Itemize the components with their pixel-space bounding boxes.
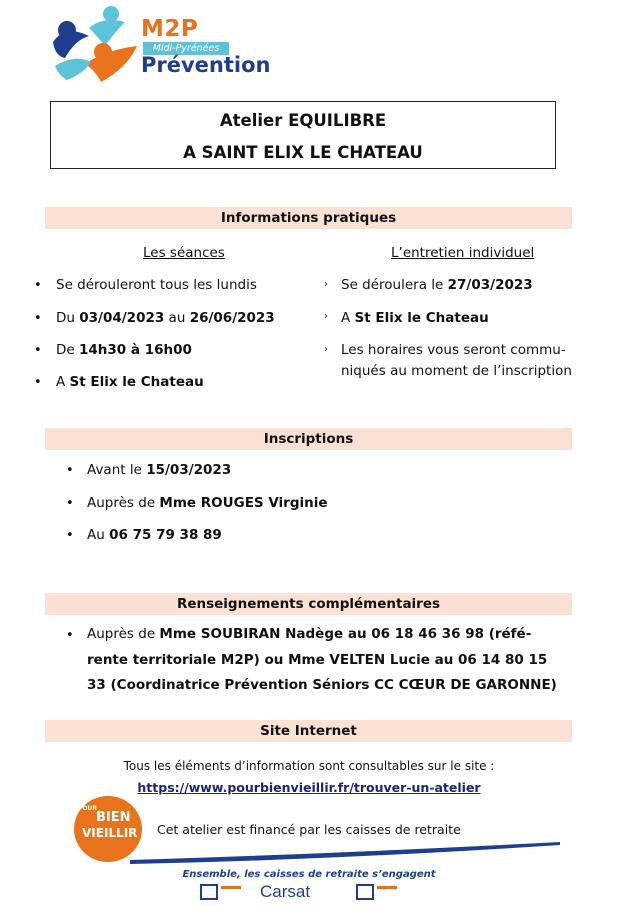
entretien-heading: L’entretien individuel — [391, 245, 535, 261]
logo-tagline: Prévention — [141, 53, 271, 77]
financed-text: Cet atelier est financé par les caisses de retraite — [157, 822, 461, 837]
site-text: Tous les éléments d’information sont consultables sur le site : — [123, 759, 495, 773]
inscription-item-3: Au 06 75 79 38 89 — [87, 527, 222, 543]
inscriptions-heading: Inscriptions — [45, 428, 572, 450]
seance-item-4: A St Elix le Chateau — [56, 374, 204, 390]
info-heading: Informations pratiques — [45, 207, 572, 229]
renseignements-line2: rente territoriale M2P) ou Mme VELTEN Lucie au 06 14 80 15 — [87, 652, 548, 668]
carsat-logo: Carsat — [260, 882, 311, 901]
inscription-item-2: Auprès de Mme ROUGES Virginie — [87, 495, 328, 511]
bullet: › — [324, 311, 328, 322]
title-box — [50, 101, 556, 169]
footer-wave — [70, 812, 570, 872]
renseignements-line3: 33 (Coordinatrice Prévention Séniors CC CŒUR DE GARONNE) — [87, 677, 557, 693]
bullet: • — [34, 343, 42, 358]
bullet: • — [66, 496, 74, 511]
title-line1: Atelier EQUILIBRE — [219, 111, 387, 130]
bullet: • — [34, 375, 42, 390]
caisse-logo-left — [200, 884, 218, 900]
logo-region: Midi-Pyrénées — [143, 42, 229, 55]
inscription-item-1: Avant le 15/03/2023 — [87, 462, 232, 478]
bullet: › — [324, 279, 328, 290]
entretien-item-2: A St Elix le Chateau — [341, 310, 489, 326]
entretien-item-1: Se déroulera le 27/03/2023 — [341, 277, 533, 293]
bullet: • — [34, 278, 42, 293]
seance-item-2: Du 03/04/2023 au 26/06/2023 — [56, 310, 275, 326]
pour-bien-vieillir-logo: POUR BIEN VIEILLIR — [74, 796, 142, 862]
caisse-logo-right — [356, 884, 374, 900]
bullet: • — [34, 311, 42, 326]
caisse-logo-left-bar — [221, 886, 241, 889]
bullet: • — [66, 528, 74, 543]
bullet: • — [66, 628, 74, 643]
entretien-item-3-cont: niqués au moment de l’inscription — [341, 363, 572, 379]
seances-heading: Les séances — [143, 245, 225, 261]
renseignements-heading: Renseignements complémentaires — [45, 593, 572, 615]
seance-item-3: De 14h30 à 16h00 — [56, 342, 192, 358]
site-link[interactable]: https://www.pourbienvieillir.fr/trouver-un-atelier — [137, 780, 481, 795]
m2p-logo-icon — [45, 6, 145, 86]
seance-item-1: Se dérouleront tous les lundis — [56, 277, 257, 293]
bullet: • — [66, 463, 74, 478]
title-line2: A SAINT ELIX LE CHATEAU — [183, 143, 423, 162]
bullet: › — [324, 344, 328, 355]
renseignements-line1: Auprès de Mme SOUBIRAN Nadège au 06 18 46 36 98 (réfé- — [87, 626, 532, 642]
entretien-item-3: Les horaires vous seront commu- — [341, 342, 566, 358]
logo-name: M2P — [141, 16, 199, 42]
footer-slogan: Ensemble, les caisses de retraite s’engagent — [182, 869, 436, 880]
m2p-logo — [45, 6, 145, 86]
site-heading: Site Internet — [45, 720, 572, 742]
caisse-logo-right-bar — [377, 886, 397, 889]
